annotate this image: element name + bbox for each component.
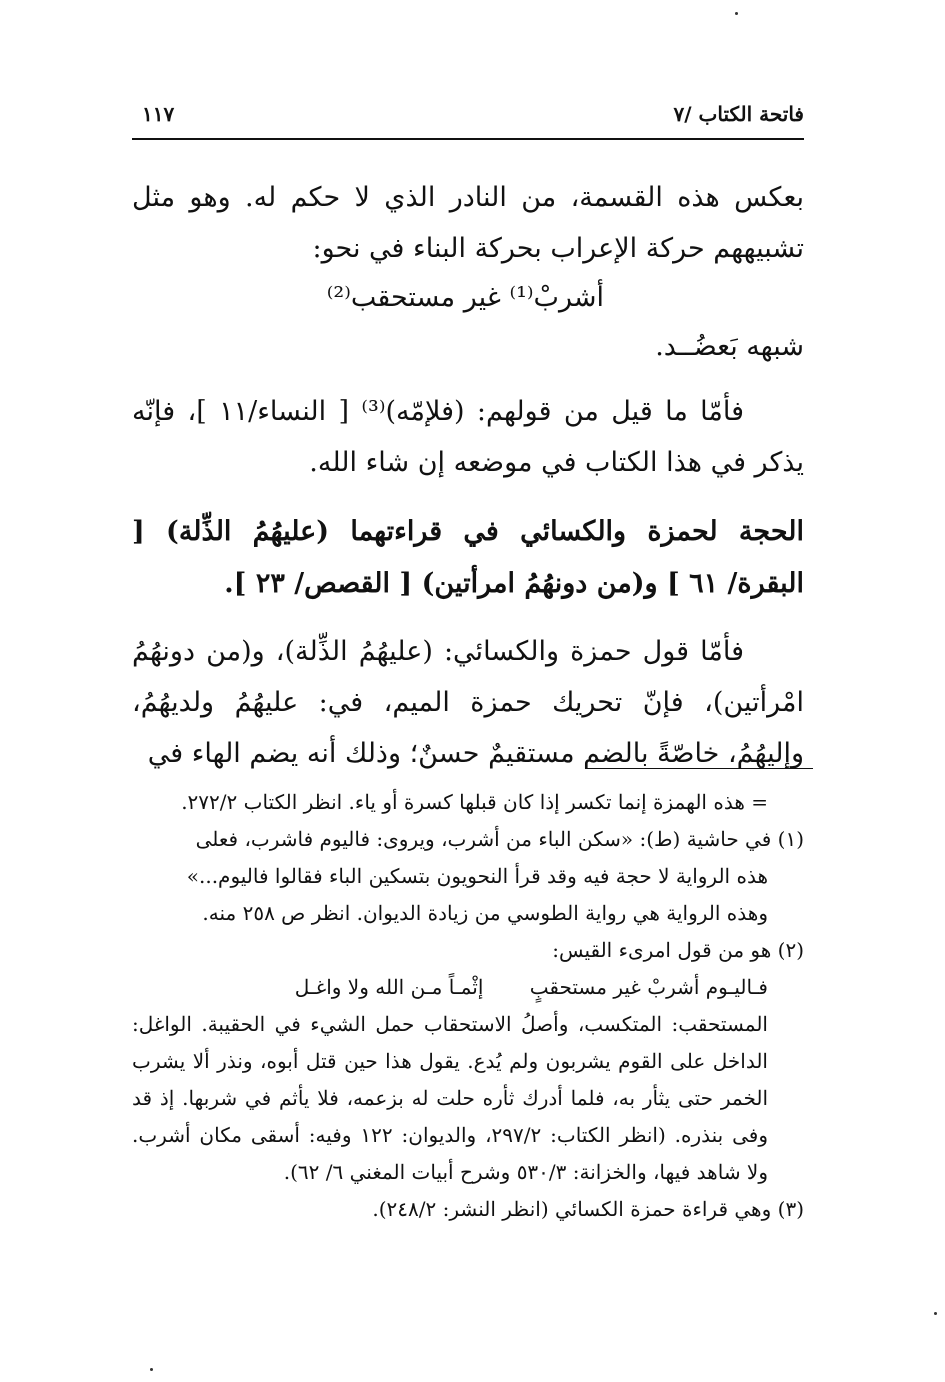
scan-speck [934, 1312, 937, 1315]
scan-speck [735, 12, 738, 15]
header-rule [132, 138, 804, 140]
main-text [132, 172, 804, 779]
footnote-3: (٣) وهي قراءة حمزة الكسائي (انظر النشر: ٢٤٨/٢). [372, 1197, 804, 1221]
paragraph-1-end: شبهه بَعضُــد. [655, 331, 804, 362]
verse-hemistich-2: إثْمـاً مـن الله ولا واغـل [294, 975, 484, 999]
verse-hemistich-1: فـاليـوم أشربْ غير مستحقبٍ [529, 975, 768, 999]
footnote-continuation: = هذه الهمزة إنما تكسر إذا كان قبلها كسرة أو ياء. انظر الكتاب ٢٧٢/٢. [181, 790, 768, 814]
footnote-2-verse [132, 969, 804, 1006]
footnote-2-text: المستحقب: المتكسب، وأصلُ الاستحقاب حمل الشيء في الحقيبة. الواغل: الداخل على القوم يشربون ولم يُدع. يقول هذا حين قتل أبوه، ونذر ألا يشرب الخمر حتى يثأر به، فلما أدرك ثأره حلت له بزعمه، فلا يأثم في شربها. إذ قد وفى بنذره. (انظر الكتاب: ٢٩٧/٢، والديوان: ١٢٢ وفيه: أسقى مكان أشرب. ولا شاهد فيها، والخزانة: ٥٣٠/٣ وشرح أبيات المغني ٦/ ٦٢). [132, 1012, 769, 1184]
footnote-2-intro: (٢) هو من قول امرىء القيس: [552, 938, 804, 962]
scan-speck [150, 1368, 153, 1371]
paragraph-1: بعكس هذه القسمة، من النادر الذي لا حكم له. وهو مثل تشبيههم حركة الإعراب بحركة البناء في نحو: [132, 182, 804, 264]
page-number: ١١٧ [142, 102, 175, 126]
section-heading: الحجة لحمزة والكسائي في قراءتهما (عليهُمُ الذِّلة) [ البقرة/ ٦١ ] و(من دونهُمُ امرأتين) [ القصص/ ٢٣ ]. [132, 516, 804, 599]
running-title: فاتحة الكتاب /٧ [673, 102, 804, 126]
paragraph-2: فأمّا ما قيل من قولهم: (فلإمّه)⁽³⁾ [ النساء/١١ ]، فإنّه يذكر في هذا الكتاب في موضعه إن شاء الله. [132, 396, 804, 478]
footnote-1-line-2: هذه الرواية لا حجة فيه وقد قرأ النحويون بتسكين الباء فقالوا فاليوم...» [186, 864, 768, 888]
footnote-1-line-1: (١) في حاشية (ط): «سكن الباء من أشرب، ويروى: فاليوم فاشرب، فعلى [195, 827, 804, 851]
footnote-separator [585, 768, 813, 769]
page-header [132, 100, 804, 136]
paragraph-3: فأمّا قول حمزة والكسائي: (عليهُمُ الذِّلة)، و(من دونهُمُ امْرأتين)، فإنّ تحريك حمزة الميم، في: عليهُمُ ولديهُمُ، وإليهُمُ، خاصّةً بالضم مستقيمٌ حسنٌ؛ وذلك أنه يضم الهاء في [132, 636, 804, 769]
footnote-1-line-3: وهذه الرواية هي رواية الطوسي من زيادة الديوان. انظر ص ٢٥٨ منه. [202, 901, 768, 925]
verse-quote: أشربْ⁽¹⁾ غير مستحقب⁽²⁾ [326, 282, 604, 313]
footnotes [132, 784, 804, 1228]
